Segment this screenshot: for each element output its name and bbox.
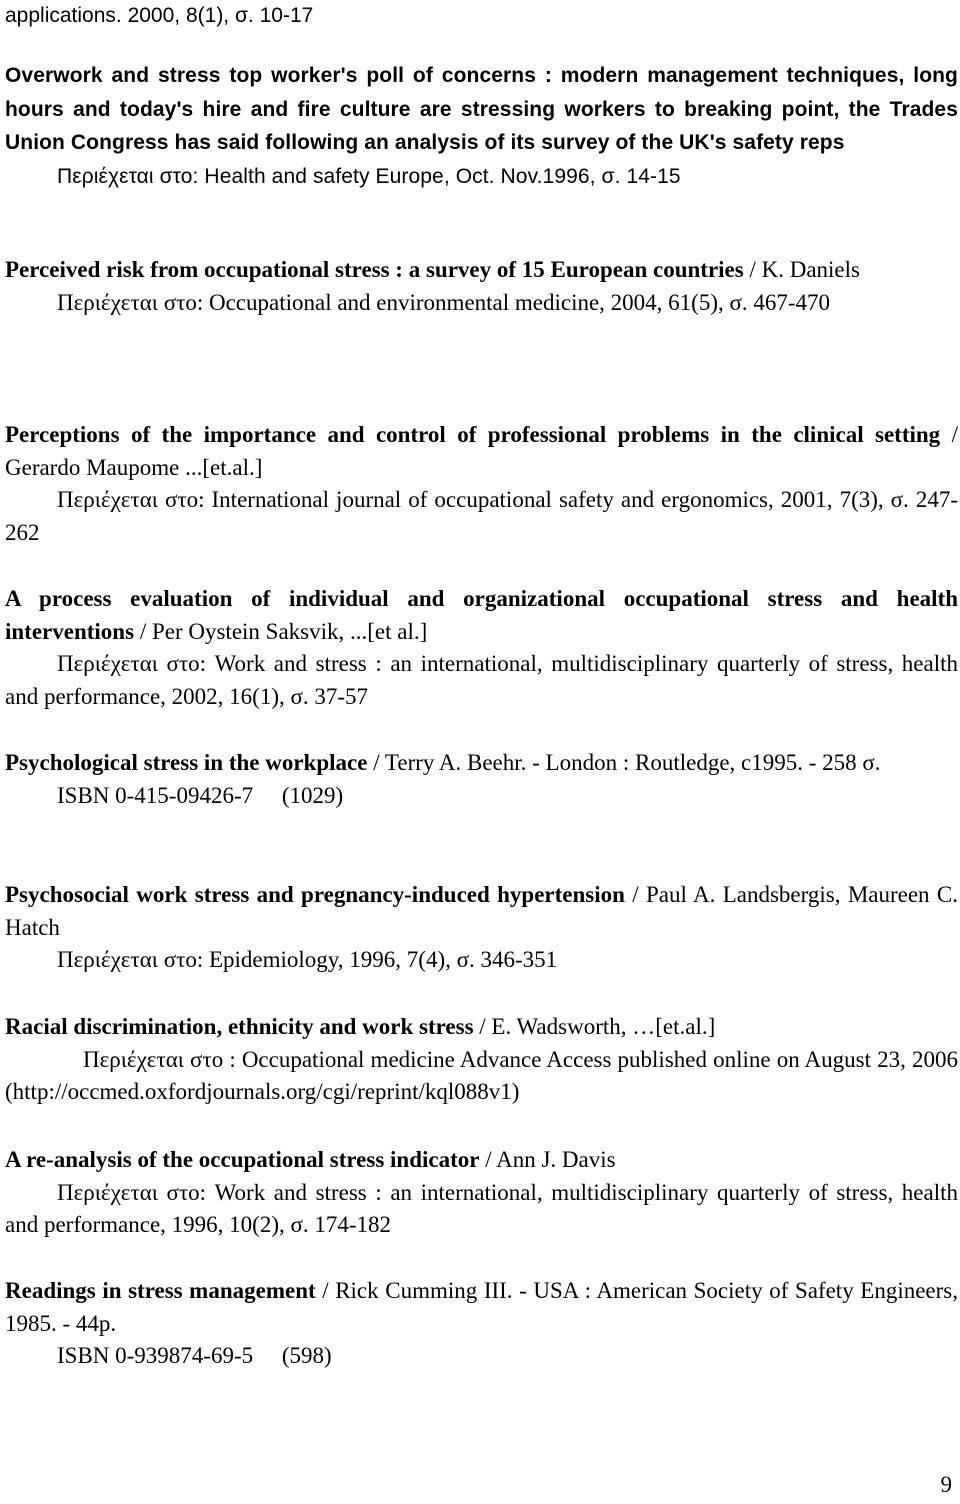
entry-contained-in: Περιέχεται στο: Work and stress : an international, multidisciplinary quarterly of stress, health and performance, 2002, 16(1), σ. 37-57 <box>5 651 958 709</box>
bibliography-entry <box>5 419 958 549</box>
entry-title: Psychological stress in the workplace <box>5 750 368 775</box>
bibliography-entry <box>5 747 958 812</box>
entry-title: Psychosocial work stress and pregnancy-induced hypertension <box>5 882 625 907</box>
entry-author: / E. Wadsworth, …[et.al.] <box>473 1014 716 1039</box>
entry-title: Perceptions of the importance and control of professional problems in the clinical setting <box>5 422 941 447</box>
entry-isbn: ISBN 0-415-09426-7 (1029) <box>57 782 344 808</box>
entry-contained-in: Περιέχεται στο: Occupational and environmental medicine, 2004, 61(5), σ. 467-470 <box>57 289 831 315</box>
entry-title: Perceived risk from occupational stress : a survey of 15 European countries <box>5 257 744 282</box>
page-number: 9 <box>940 1472 952 1497</box>
entry-title: Readings in stress management <box>5 1278 316 1303</box>
bibliography-entry <box>5 59 958 193</box>
entry-author: / Ann J. Davis <box>479 1147 616 1172</box>
entry-title: A process evaluation of individual and organizational occupational stress and health interventions <box>5 586 958 644</box>
entry-author: / Terry A. Beehr. - London : Routledge, c1995. - 258 σ. <box>367 750 881 775</box>
entry-contained-in: Περιέχεται στο: Epidemiology, 1996, 7(4), σ. 346-351 <box>57 947 558 972</box>
previous-entry-tail: applications. 2000, 8(1), σ. 10-17 <box>5 4 314 27</box>
entry-title: Overwork and stress top worker's poll of concerns : modern management techniques, long hours and today's hire and fire culture are stressing workers to breaking point, the Trades Union Congress has said following an analysis of its survey of the UK's safety reps <box>5 64 958 154</box>
entry-author: / K. Daniels <box>743 257 860 282</box>
bibliography-entry <box>5 254 958 319</box>
bibliography-entry <box>5 1011 958 1109</box>
entry-title: Racial discrimination, ethnicity and work stress <box>5 1014 474 1039</box>
entry-isbn: ISBN 0-939874-69-5 (598) <box>57 1343 332 1368</box>
bibliography-entry <box>5 583 958 713</box>
entry-title: A re-analysis of the occupational stress indicator <box>5 1147 480 1172</box>
bibliography-entry <box>5 879 958 977</box>
entry-contained-in: Περιέχεται στο : Occupational medicine Advance Access published online on August 23, 2006 (http://occmed.oxfordjournals.org/cgi/reprint/kql088v1) <box>5 1046 958 1104</box>
entry-contained-in: Περιέχεται στο: Work and stress : an international, multidisciplinary quarterly of stress, health and performance, 1996, 10(2), σ. 174-182 <box>5 1179 958 1237</box>
entry-author: / Per Oystein Saksvik, ...[et al.] <box>134 618 428 644</box>
entry-contained-in: Περιέχεται στο: Health and safety Europe, Oct. Nov.1996, σ. 14-15 <box>57 164 681 188</box>
entry-author: / Gerardo Maupome ...[et.al.] <box>5 422 958 480</box>
entry-author: / Rick Cumming III. - USA : American Society of Safety Engineers, 1985. - 44p. <box>5 1278 958 1336</box>
bibliography-entry <box>5 1275 958 1373</box>
bibliography-entry <box>5 1144 958 1242</box>
entry-contained-in: Περιέχεται στο: International journal of occupational safety and ergonomics, 2001, 7(3), σ. 247-262 <box>5 487 958 545</box>
entry-author: / Paul A. Landsbergis, Maureen C. Hatch <box>5 882 958 940</box>
